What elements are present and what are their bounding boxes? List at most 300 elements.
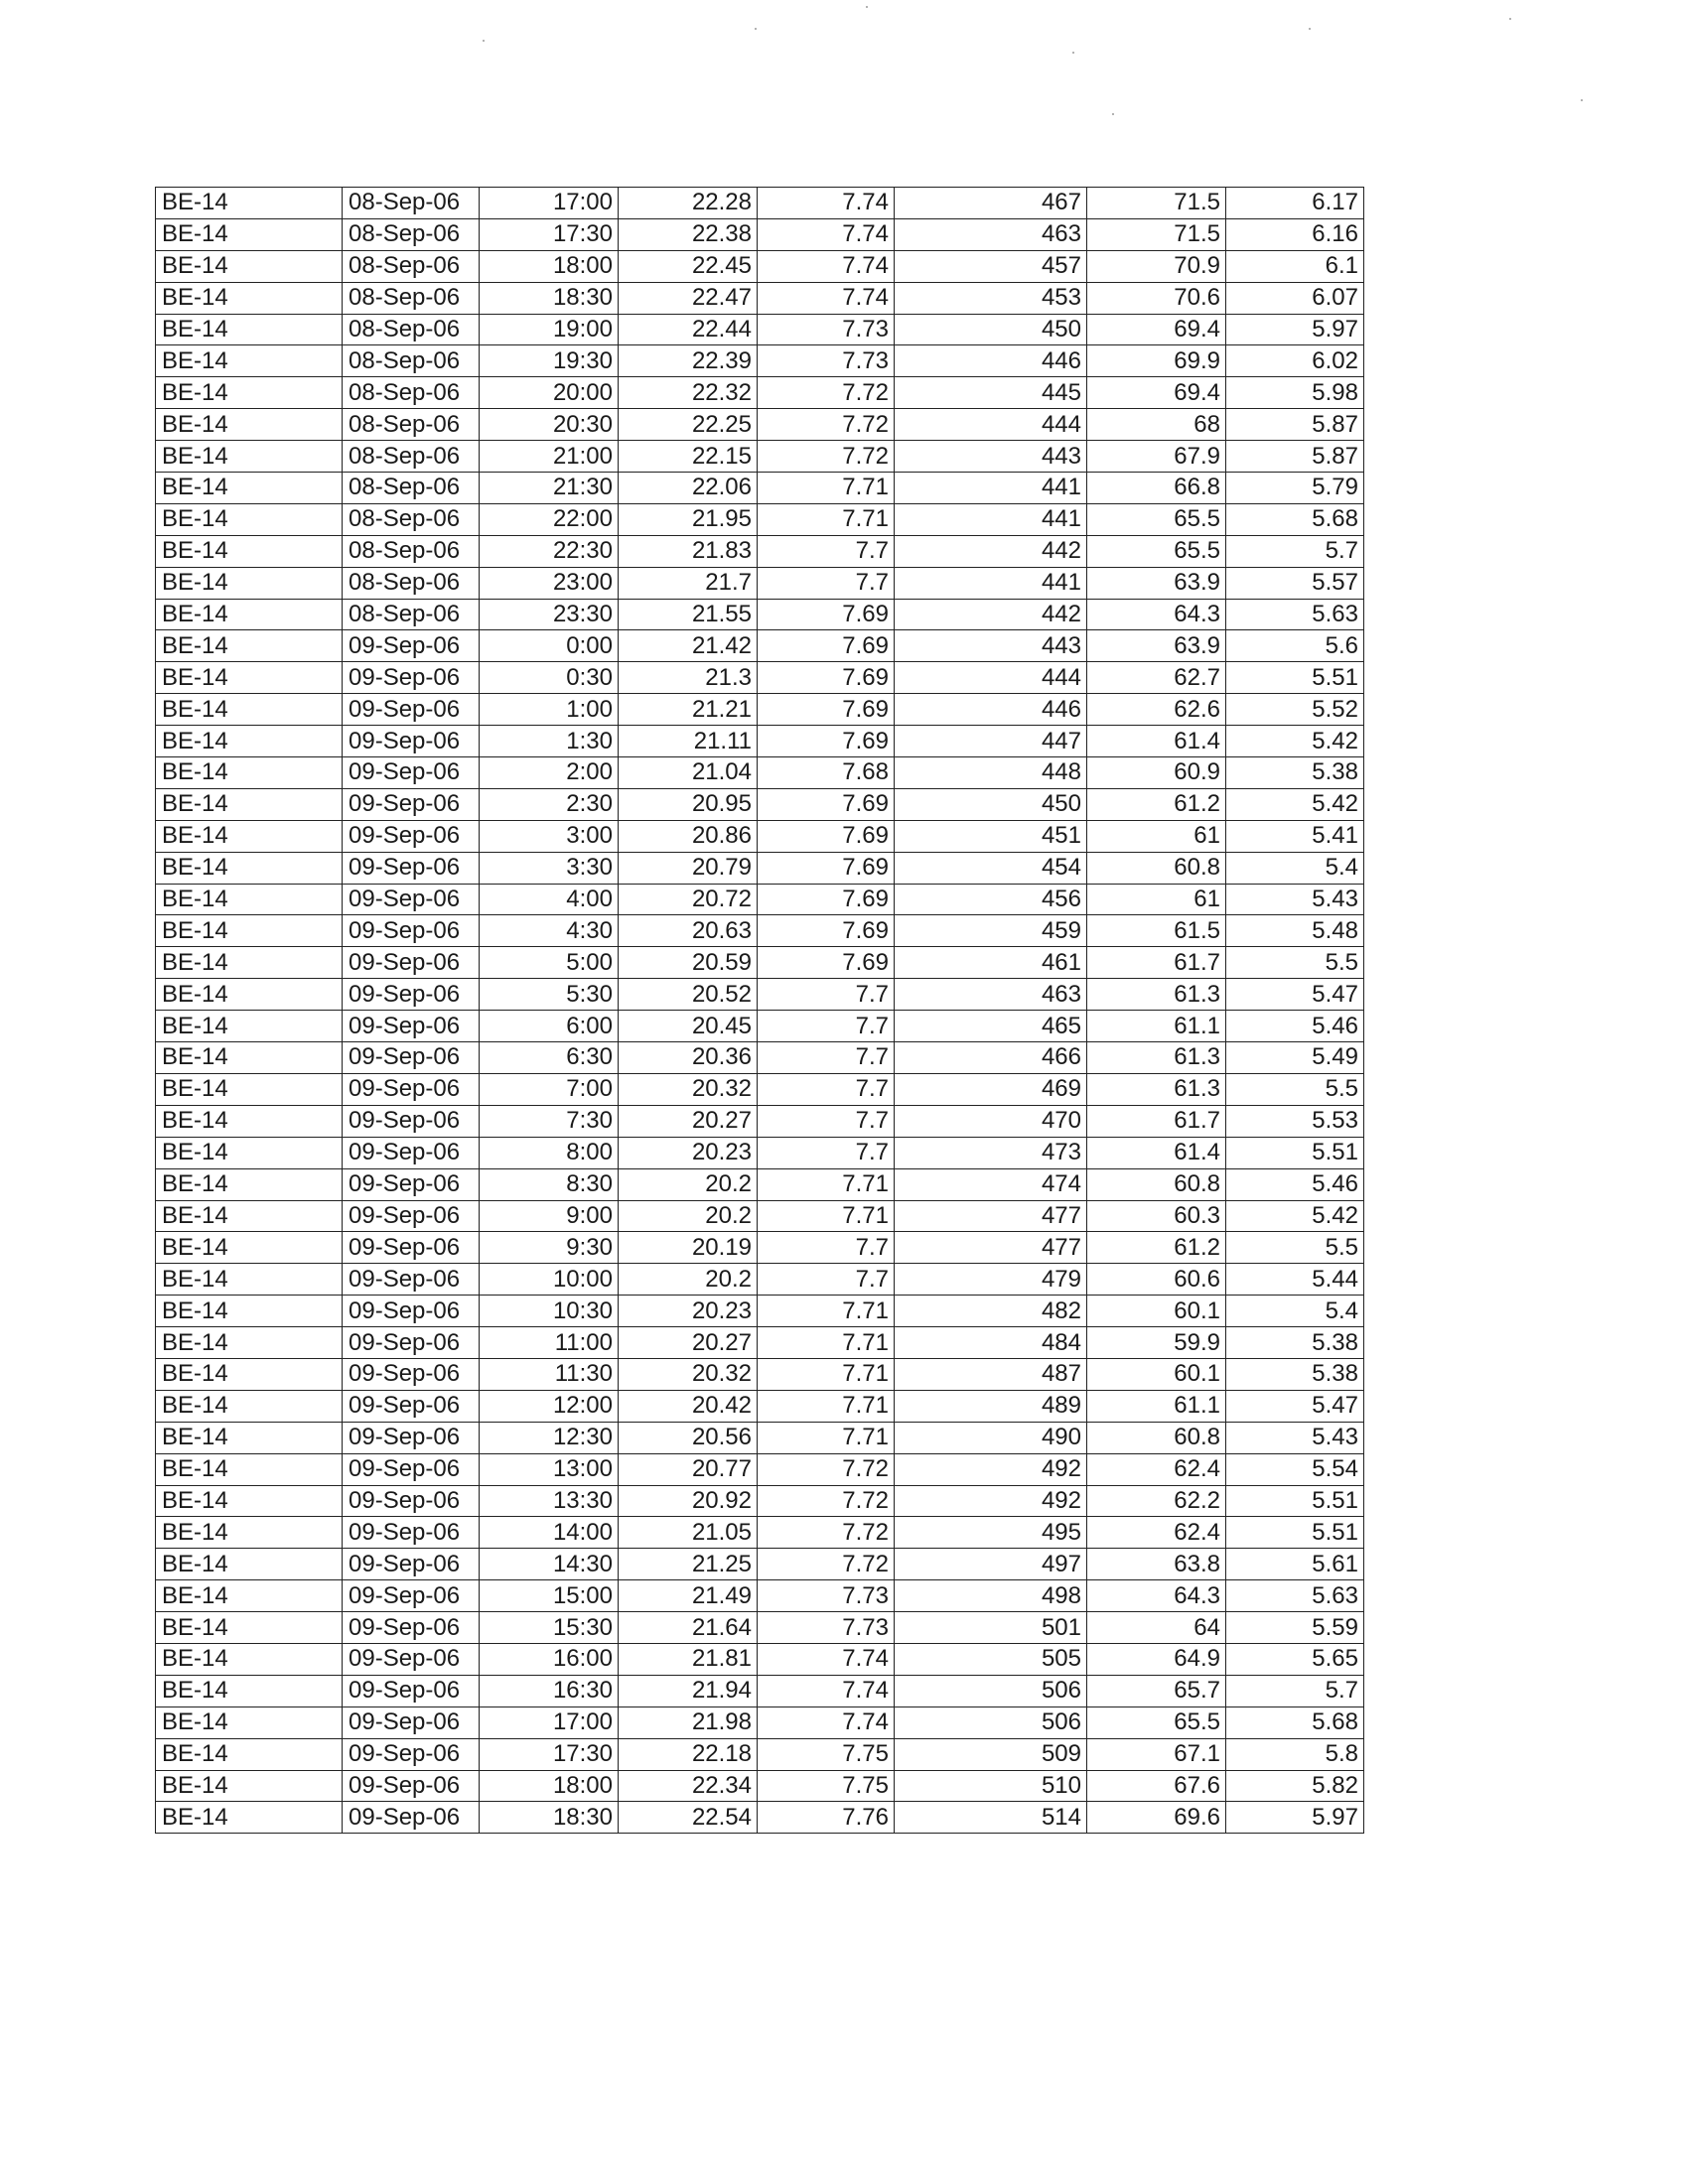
value-cell: 7.69	[758, 884, 895, 915]
table-row	[156, 757, 1364, 789]
value-cell: 7.68	[758, 757, 895, 789]
table-row	[156, 1706, 1364, 1738]
date-cell: 08-Sep-06	[343, 441, 480, 473]
time-cell: 16:30	[480, 1675, 619, 1706]
value-cell: 7.71	[758, 473, 895, 504]
date-cell: 08-Sep-06	[343, 473, 480, 504]
station-cell: BE-14	[156, 1168, 343, 1200]
table-row	[156, 1168, 1364, 1200]
station-cell: BE-14	[156, 473, 343, 504]
table-row	[156, 188, 1364, 219]
value-cell: 505	[895, 1643, 1087, 1675]
station-cell: BE-14	[156, 567, 343, 599]
station-cell: BE-14	[156, 1358, 343, 1390]
date-cell: 09-Sep-06	[343, 947, 480, 979]
value-cell: 21.25	[619, 1549, 758, 1580]
value-cell: 61.5	[1087, 915, 1226, 947]
date-cell: 09-Sep-06	[343, 1770, 480, 1802]
station-cell: BE-14	[156, 979, 343, 1011]
value-cell: 67.1	[1087, 1738, 1226, 1770]
value-cell: 7.75	[758, 1738, 895, 1770]
table-row	[156, 1517, 1364, 1549]
date-cell: 09-Sep-06	[343, 694, 480, 726]
table-row	[156, 726, 1364, 757]
value-cell: 61.4	[1087, 1137, 1226, 1168]
date-cell: 09-Sep-06	[343, 757, 480, 789]
value-cell: 5.6	[1226, 630, 1364, 662]
value-cell: 463	[895, 218, 1087, 250]
time-cell: 18:00	[480, 1770, 619, 1802]
station-cell: BE-14	[156, 726, 343, 757]
value-cell: 60.1	[1087, 1296, 1226, 1327]
date-cell: 09-Sep-06	[343, 1358, 480, 1390]
date-cell: 09-Sep-06	[343, 1042, 480, 1074]
value-cell: 20.19	[619, 1232, 758, 1264]
value-cell: 506	[895, 1675, 1087, 1706]
value-cell: 64.9	[1087, 1643, 1226, 1675]
value-cell: 22.15	[619, 441, 758, 473]
table-row	[156, 314, 1364, 345]
value-cell: 22.25	[619, 409, 758, 441]
value-cell: 65.5	[1087, 1706, 1226, 1738]
time-cell: 15:00	[480, 1580, 619, 1612]
date-cell: 08-Sep-06	[343, 535, 480, 567]
value-cell: 7.71	[758, 1390, 895, 1422]
date-cell: 09-Sep-06	[343, 726, 480, 757]
date-cell: 09-Sep-06	[343, 1802, 480, 1834]
value-cell: 7.72	[758, 1517, 895, 1549]
station-cell: BE-14	[156, 1706, 343, 1738]
date-cell: 09-Sep-06	[343, 1296, 480, 1327]
date-cell: 09-Sep-06	[343, 1105, 480, 1137]
value-cell: 461	[895, 947, 1087, 979]
value-cell: 5.47	[1226, 1390, 1364, 1422]
value-cell: 7.76	[758, 1802, 895, 1834]
time-cell: 12:00	[480, 1390, 619, 1422]
date-cell: 09-Sep-06	[343, 1011, 480, 1042]
station-cell: BE-14	[156, 1802, 343, 1834]
table-row	[156, 282, 1364, 314]
value-cell: 5.38	[1226, 1358, 1364, 1390]
value-cell: 446	[895, 345, 1087, 377]
time-cell: 10:00	[480, 1264, 619, 1296]
table-row	[156, 852, 1364, 884]
value-cell: 459	[895, 915, 1087, 947]
time-cell: 3:00	[480, 820, 619, 852]
value-cell: 61.1	[1087, 1011, 1226, 1042]
value-cell: 20.52	[619, 979, 758, 1011]
value-cell: 60.3	[1087, 1200, 1226, 1232]
time-cell: 7:00	[480, 1073, 619, 1105]
station-cell: BE-14	[156, 1612, 343, 1644]
value-cell: 61.3	[1087, 1073, 1226, 1105]
time-cell: 13:30	[480, 1485, 619, 1517]
value-cell: 6.16	[1226, 218, 1364, 250]
date-cell: 09-Sep-06	[343, 884, 480, 915]
station-cell: BE-14	[156, 1422, 343, 1453]
table-row	[156, 1137, 1364, 1168]
date-cell: 09-Sep-06	[343, 979, 480, 1011]
value-cell: 5.8	[1226, 1738, 1364, 1770]
time-cell: 17:30	[480, 1738, 619, 1770]
time-cell: 1:00	[480, 694, 619, 726]
time-cell: 8:30	[480, 1168, 619, 1200]
value-cell: 5.42	[1226, 1200, 1364, 1232]
value-cell: 22.28	[619, 188, 758, 219]
date-cell: 09-Sep-06	[343, 1643, 480, 1675]
value-cell: 7.7	[758, 1232, 895, 1264]
table-row	[156, 630, 1364, 662]
value-cell: 71.5	[1087, 188, 1226, 219]
date-cell: 08-Sep-06	[343, 377, 480, 409]
time-cell: 23:30	[480, 599, 619, 630]
value-cell: 451	[895, 820, 1087, 852]
station-cell: BE-14	[156, 250, 343, 282]
value-cell: 20.27	[619, 1327, 758, 1359]
station-cell: BE-14	[156, 1738, 343, 1770]
value-cell: 22.06	[619, 473, 758, 504]
value-cell: 65.7	[1087, 1675, 1226, 1706]
value-cell: 5.87	[1226, 409, 1364, 441]
value-cell: 5.51	[1226, 1485, 1364, 1517]
station-cell: BE-14	[156, 1517, 343, 1549]
time-cell: 10:30	[480, 1296, 619, 1327]
value-cell: 5.63	[1226, 1580, 1364, 1612]
value-cell: 7.74	[758, 1706, 895, 1738]
date-cell: 08-Sep-06	[343, 282, 480, 314]
date-cell: 08-Sep-06	[343, 503, 480, 535]
value-cell: 7.72	[758, 441, 895, 473]
date-cell: 09-Sep-06	[343, 1137, 480, 1168]
value-cell: 7.69	[758, 852, 895, 884]
value-cell: 7.71	[758, 503, 895, 535]
date-cell: 09-Sep-06	[343, 820, 480, 852]
table-row	[156, 1011, 1364, 1042]
value-cell: 69.4	[1087, 377, 1226, 409]
table-row	[156, 1643, 1364, 1675]
value-cell: 20.2	[619, 1200, 758, 1232]
time-cell: 17:00	[480, 188, 619, 219]
value-cell: 22.18	[619, 1738, 758, 1770]
value-cell: 21.55	[619, 599, 758, 630]
value-cell: 7.69	[758, 630, 895, 662]
value-cell: 5.57	[1226, 567, 1364, 599]
value-cell: 21.3	[619, 662, 758, 694]
date-cell: 09-Sep-06	[343, 788, 480, 820]
table-row	[156, 1358, 1364, 1390]
time-cell: 3:30	[480, 852, 619, 884]
value-cell: 445	[895, 377, 1087, 409]
date-cell: 08-Sep-06	[343, 218, 480, 250]
value-cell: 7.75	[758, 1770, 895, 1802]
station-cell: BE-14	[156, 218, 343, 250]
date-cell: 09-Sep-06	[343, 1549, 480, 1580]
time-cell: 2:00	[480, 757, 619, 789]
value-cell: 441	[895, 503, 1087, 535]
value-cell: 5.43	[1226, 1422, 1364, 1453]
table-row	[156, 441, 1364, 473]
value-cell: 61	[1087, 884, 1226, 915]
date-cell: 09-Sep-06	[343, 1580, 480, 1612]
value-cell: 5.68	[1226, 1706, 1364, 1738]
time-cell: 6:30	[480, 1042, 619, 1074]
value-cell: 20.92	[619, 1485, 758, 1517]
scan-speck	[1072, 52, 1074, 54]
time-cell: 5:00	[480, 947, 619, 979]
value-cell: 20.72	[619, 884, 758, 915]
table-row	[156, 1675, 1364, 1706]
value-cell: 6.1	[1226, 250, 1364, 282]
table-row	[156, 820, 1364, 852]
value-cell: 69.4	[1087, 314, 1226, 345]
value-cell: 20.2	[619, 1168, 758, 1200]
value-cell: 69.6	[1087, 1802, 1226, 1834]
scan-speck	[1112, 113, 1114, 115]
value-cell: 5.48	[1226, 915, 1364, 947]
station-cell: BE-14	[156, 662, 343, 694]
value-cell: 61.7	[1087, 1105, 1226, 1137]
table-row	[156, 1105, 1364, 1137]
value-cell: 59.9	[1087, 1327, 1226, 1359]
date-cell: 08-Sep-06	[343, 250, 480, 282]
time-cell: 0:00	[480, 630, 619, 662]
value-cell: 61.4	[1087, 726, 1226, 757]
date-cell: 08-Sep-06	[343, 188, 480, 219]
table-row	[156, 1770, 1364, 1802]
time-cell: 18:30	[480, 282, 619, 314]
value-cell: 5.43	[1226, 884, 1364, 915]
value-cell: 21.04	[619, 757, 758, 789]
value-cell: 65.5	[1087, 535, 1226, 567]
value-cell: 67.6	[1087, 1770, 1226, 1802]
value-cell: 497	[895, 1549, 1087, 1580]
table-row	[156, 599, 1364, 630]
date-cell: 09-Sep-06	[343, 1073, 480, 1105]
value-cell: 71.5	[1087, 218, 1226, 250]
value-cell: 7.7	[758, 1011, 895, 1042]
value-cell: 7.72	[758, 409, 895, 441]
value-cell: 5.46	[1226, 1168, 1364, 1200]
value-cell: 22.54	[619, 1802, 758, 1834]
time-cell: 19:00	[480, 314, 619, 345]
value-cell: 20.59	[619, 947, 758, 979]
time-cell: 0:30	[480, 662, 619, 694]
table-row	[156, 503, 1364, 535]
value-cell: 443	[895, 441, 1087, 473]
station-cell: BE-14	[156, 757, 343, 789]
value-cell: 20.63	[619, 915, 758, 947]
time-cell: 22:30	[480, 535, 619, 567]
value-cell: 21.95	[619, 503, 758, 535]
table-row	[156, 1549, 1364, 1580]
value-cell: 441	[895, 567, 1087, 599]
date-cell: 09-Sep-06	[343, 1738, 480, 1770]
value-cell: 490	[895, 1422, 1087, 1453]
value-cell: 7.71	[758, 1358, 895, 1390]
value-cell: 446	[895, 694, 1087, 726]
table-row	[156, 1296, 1364, 1327]
station-cell: BE-14	[156, 1549, 343, 1580]
station-cell: BE-14	[156, 1011, 343, 1042]
value-cell: 6.07	[1226, 282, 1364, 314]
value-cell: 62.4	[1087, 1517, 1226, 1549]
value-cell: 5.41	[1226, 820, 1364, 852]
value-cell: 22.39	[619, 345, 758, 377]
value-cell: 69.9	[1087, 345, 1226, 377]
value-cell: 61.3	[1087, 1042, 1226, 1074]
value-cell: 492	[895, 1453, 1087, 1485]
value-cell: 7.7	[758, 1264, 895, 1296]
value-cell: 5.7	[1226, 1675, 1364, 1706]
value-cell: 495	[895, 1517, 1087, 1549]
station-cell: BE-14	[156, 1770, 343, 1802]
time-cell: 21:30	[480, 473, 619, 504]
date-cell: 09-Sep-06	[343, 1327, 480, 1359]
value-cell: 7.69	[758, 599, 895, 630]
value-cell: 63.8	[1087, 1549, 1226, 1580]
table-row	[156, 567, 1364, 599]
time-cell: 12:30	[480, 1422, 619, 1453]
value-cell: 443	[895, 630, 1087, 662]
date-cell: 09-Sep-06	[343, 1264, 480, 1296]
value-cell: 5.68	[1226, 503, 1364, 535]
value-cell: 489	[895, 1390, 1087, 1422]
value-cell: 21.98	[619, 1706, 758, 1738]
value-cell: 7.69	[758, 662, 895, 694]
value-cell: 7.69	[758, 947, 895, 979]
station-cell: BE-14	[156, 1137, 343, 1168]
station-cell: BE-14	[156, 1485, 343, 1517]
value-cell: 5.5	[1226, 947, 1364, 979]
table-row	[156, 218, 1364, 250]
station-cell: BE-14	[156, 630, 343, 662]
table-row	[156, 1042, 1364, 1074]
value-cell: 5.98	[1226, 377, 1364, 409]
table-row	[156, 1232, 1364, 1264]
time-cell: 2:30	[480, 788, 619, 820]
value-cell: 7.74	[758, 1643, 895, 1675]
station-cell: BE-14	[156, 1073, 343, 1105]
value-cell: 474	[895, 1168, 1087, 1200]
value-cell: 20.32	[619, 1073, 758, 1105]
value-cell: 61.2	[1087, 1232, 1226, 1264]
value-cell: 7.7	[758, 1137, 895, 1168]
station-cell: BE-14	[156, 1643, 343, 1675]
table-row	[156, 377, 1364, 409]
date-cell: 09-Sep-06	[343, 662, 480, 694]
value-cell: 62.2	[1087, 1485, 1226, 1517]
date-cell: 09-Sep-06	[343, 1612, 480, 1644]
value-cell: 442	[895, 599, 1087, 630]
station-cell: BE-14	[156, 1580, 343, 1612]
scan-speck	[1509, 18, 1511, 20]
station-cell: BE-14	[156, 1200, 343, 1232]
value-cell: 62.6	[1087, 694, 1226, 726]
value-cell: 5.51	[1226, 1517, 1364, 1549]
table-row	[156, 1073, 1364, 1105]
station-cell: BE-14	[156, 409, 343, 441]
value-cell: 7.73	[758, 1612, 895, 1644]
station-cell: BE-14	[156, 1390, 343, 1422]
value-cell: 60.1	[1087, 1358, 1226, 1390]
time-cell: 17:30	[480, 218, 619, 250]
date-cell: 09-Sep-06	[343, 1453, 480, 1485]
value-cell: 7.71	[758, 1296, 895, 1327]
value-cell: 5.42	[1226, 726, 1364, 757]
time-cell: 16:00	[480, 1643, 619, 1675]
value-cell: 463	[895, 979, 1087, 1011]
scan-speck	[866, 6, 868, 8]
station-cell: BE-14	[156, 1675, 343, 1706]
time-cell: 7:30	[480, 1105, 619, 1137]
value-cell: 60.8	[1087, 1168, 1226, 1200]
scan-speck	[483, 40, 485, 42]
value-cell: 60.6	[1087, 1264, 1226, 1296]
scan-speck	[1309, 28, 1311, 30]
value-cell: 21.7	[619, 567, 758, 599]
value-cell: 62.4	[1087, 1453, 1226, 1485]
table-row	[156, 473, 1364, 504]
value-cell: 5.5	[1226, 1073, 1364, 1105]
date-cell: 09-Sep-06	[343, 1232, 480, 1264]
station-cell: BE-14	[156, 1453, 343, 1485]
scan-speck	[1581, 99, 1583, 101]
value-cell: 479	[895, 1264, 1087, 1296]
time-cell: 20:00	[480, 377, 619, 409]
value-cell: 61.2	[1087, 788, 1226, 820]
date-cell: 09-Sep-06	[343, 852, 480, 884]
table-body	[156, 188, 1364, 1834]
value-cell: 7.7	[758, 1105, 895, 1137]
value-cell: 444	[895, 409, 1087, 441]
date-cell: 09-Sep-06	[343, 1485, 480, 1517]
value-cell: 20.2	[619, 1264, 758, 1296]
time-cell: 9:00	[480, 1200, 619, 1232]
value-cell: 442	[895, 535, 1087, 567]
table-row	[156, 1453, 1364, 1485]
table-row	[156, 1738, 1364, 1770]
value-cell: 5.53	[1226, 1105, 1364, 1137]
time-cell: 13:00	[480, 1453, 619, 1485]
table-row	[156, 979, 1364, 1011]
value-cell: 454	[895, 852, 1087, 884]
table-row	[156, 535, 1364, 567]
value-cell: 465	[895, 1011, 1087, 1042]
value-cell: 60.9	[1087, 757, 1226, 789]
value-cell: 6.17	[1226, 188, 1364, 219]
value-cell: 67.9	[1087, 441, 1226, 473]
date-cell: 09-Sep-06	[343, 915, 480, 947]
station-cell: BE-14	[156, 1264, 343, 1296]
date-cell: 09-Sep-06	[343, 1200, 480, 1232]
value-cell: 20.36	[619, 1042, 758, 1074]
value-cell: 5.51	[1226, 662, 1364, 694]
table-row	[156, 345, 1364, 377]
station-cell: BE-14	[156, 441, 343, 473]
value-cell: 20.32	[619, 1358, 758, 1390]
station-cell: BE-14	[156, 345, 343, 377]
time-cell: 1:30	[480, 726, 619, 757]
value-cell: 20.23	[619, 1296, 758, 1327]
value-cell: 509	[895, 1738, 1087, 1770]
value-cell: 7.74	[758, 188, 895, 219]
table-row	[156, 1580, 1364, 1612]
time-cell: 4:00	[480, 884, 619, 915]
value-cell: 70.6	[1087, 282, 1226, 314]
value-cell: 7.72	[758, 377, 895, 409]
value-cell: 20.45	[619, 1011, 758, 1042]
value-cell: 63.9	[1087, 630, 1226, 662]
